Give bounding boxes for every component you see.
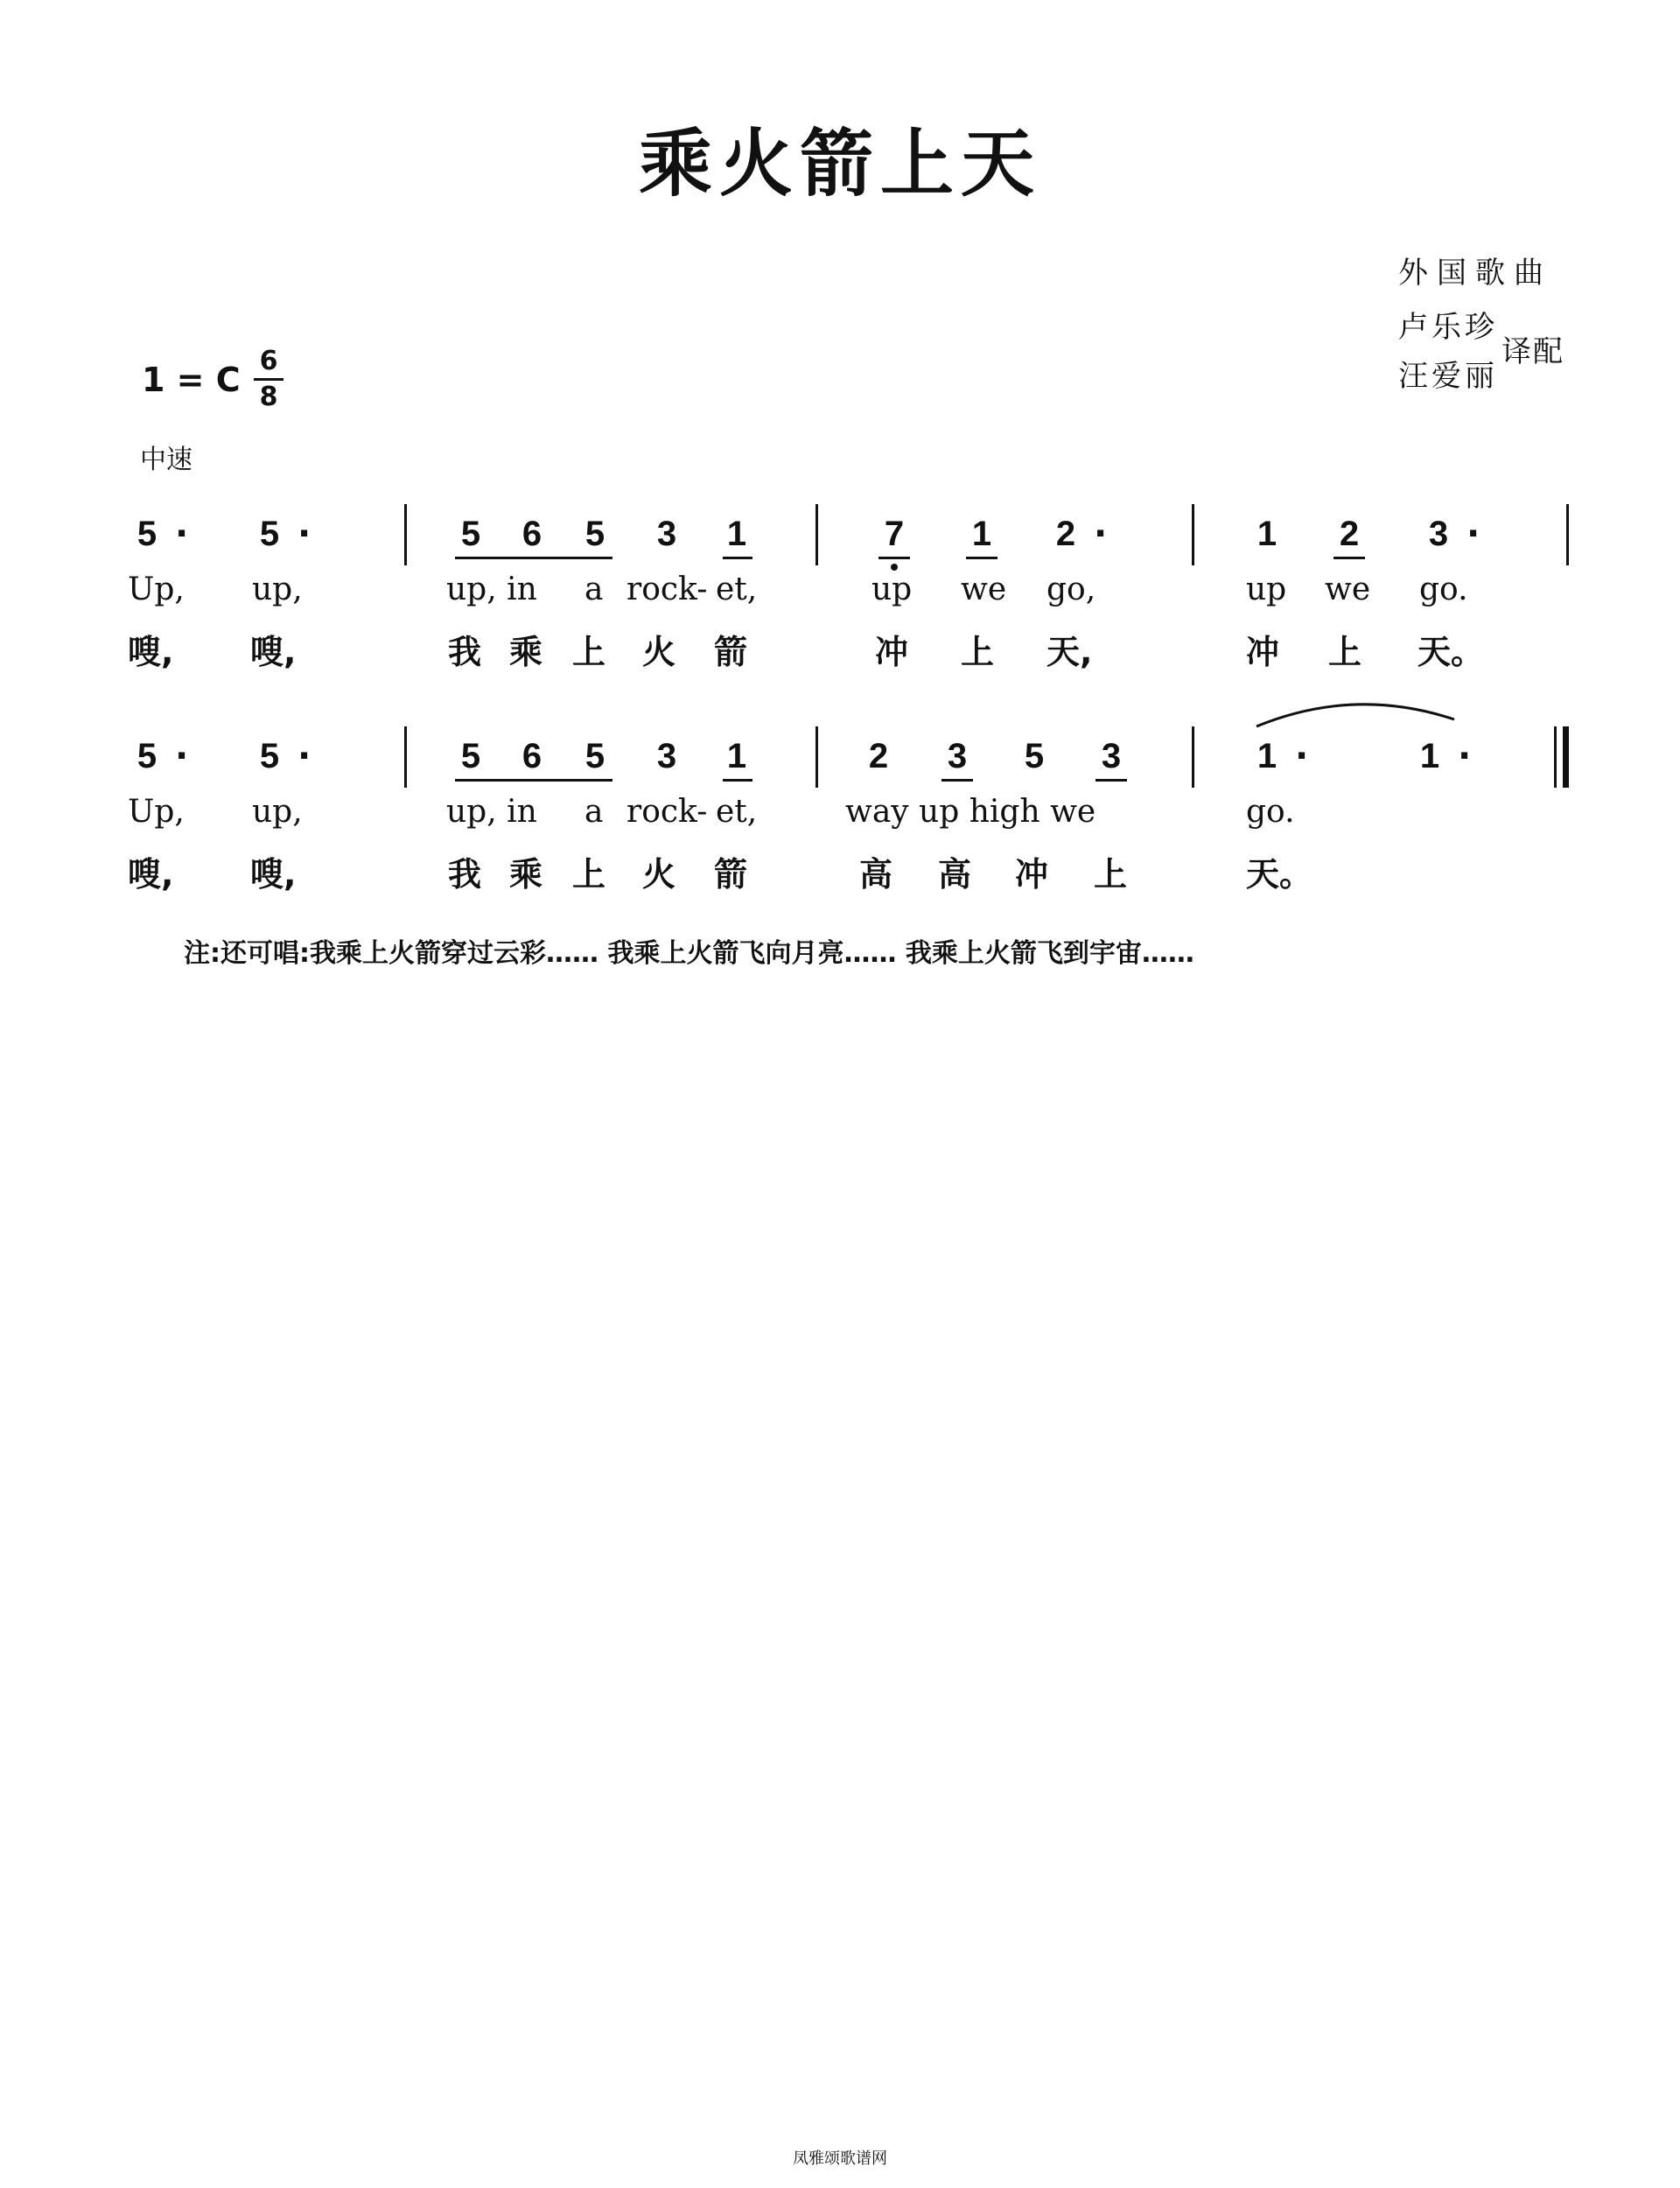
lyric-zh: 高 <box>859 855 893 894</box>
song-title: 乘火箭上天 <box>638 121 1041 207</box>
lyric-en: we <box>961 572 1007 607</box>
note: 7 <box>884 515 905 553</box>
lyric-en: go. <box>1419 572 1468 607</box>
note: 5 <box>259 515 280 553</box>
lyric-zh: 冲 <box>1246 633 1280 671</box>
dot: · <box>298 514 312 554</box>
barline <box>404 726 407 788</box>
low-octave-dot <box>891 564 898 571</box>
beam <box>966 557 998 559</box>
note: 1 <box>726 737 747 775</box>
lyric-zh: 箭 <box>714 633 748 671</box>
dot: · <box>1458 736 1472 776</box>
barline <box>1192 726 1194 788</box>
barline <box>816 504 818 565</box>
beam <box>878 557 910 559</box>
lyric-en: et, <box>716 794 758 830</box>
credit-translators <box>1398 306 1652 397</box>
lyric-en: go. <box>1246 794 1295 830</box>
lyric-en: up, <box>252 794 303 830</box>
barline <box>816 726 818 788</box>
dot: · <box>1094 514 1108 554</box>
lyric-en: a <box>584 794 604 830</box>
note: 1 <box>1419 737 1440 775</box>
lyric-zh: 上 <box>1328 633 1362 671</box>
beam <box>1096 779 1127 782</box>
lyric-en: we <box>1325 572 1371 607</box>
meter-top: 6 <box>259 346 278 376</box>
note: 5 <box>259 737 280 775</box>
beam <box>942 779 973 782</box>
lyric-zh: 上 <box>572 633 606 671</box>
lyric-en: up, in <box>446 794 537 830</box>
lyric-zh: 上 <box>1094 855 1128 894</box>
note: 1 <box>1256 737 1278 775</box>
lyric-zh: 上 <box>572 855 606 894</box>
translator-name: 汪爱丽 <box>1398 359 1498 394</box>
final-barline-thin <box>1554 726 1557 788</box>
note: 1 <box>971 515 992 553</box>
note: 6 <box>522 515 542 553</box>
beam <box>455 557 612 559</box>
footer-watermark: 凤雅颂歌谱网 <box>793 2149 887 2168</box>
note: 2 <box>868 737 889 775</box>
lyric-zh: 天。 <box>1246 855 1313 894</box>
barline <box>1566 504 1569 565</box>
credits <box>1398 252 1652 397</box>
credit-origin: 外国歌曲 <box>1398 256 1552 291</box>
lyric-en: up, in <box>446 572 537 607</box>
beam <box>723 779 752 782</box>
note: 3 <box>656 515 677 553</box>
time-signature <box>254 347 284 412</box>
lyric-zh: 天, <box>1046 633 1093 671</box>
translator-name: 卢乐珍 <box>1398 310 1498 345</box>
note: 5 <box>136 737 158 775</box>
lyric-en: up <box>1246 572 1287 607</box>
note: 6 <box>522 737 542 775</box>
barline <box>404 504 407 565</box>
lyric-en: go, <box>1046 572 1096 607</box>
note: 1 <box>1256 515 1278 553</box>
lyric-zh: 高 <box>938 855 972 894</box>
lyric-en: rock- <box>626 572 708 607</box>
lyric-zh: 我 <box>448 633 482 671</box>
lyric-zh: 火 <box>642 855 676 894</box>
note: 5 <box>1024 737 1045 775</box>
lyric-en: rock- <box>626 794 708 830</box>
lyric-en: up <box>872 572 913 607</box>
dot: · <box>175 736 189 776</box>
lyric-en: up, <box>252 572 303 607</box>
meter-bottom: 8 <box>259 382 278 412</box>
lyric-zh: 乘 <box>509 633 543 671</box>
note: 1 <box>726 515 747 553</box>
translator-role: 译配 <box>1502 334 1564 369</box>
note: 2 <box>1055 515 1076 553</box>
performance-note: 注:还可唱:我乘上火箭穿过云彩…… 我乘上火箭飞向月亮…… 我乘上火箭飞到宇宙…… <box>184 938 1194 969</box>
dot: · <box>298 736 312 776</box>
final-barline-thick <box>1563 726 1569 788</box>
lyric-zh: 乘 <box>509 855 543 894</box>
note: 3 <box>1101 737 1122 775</box>
note: 3 <box>947 737 968 775</box>
note: 3 <box>1428 515 1449 553</box>
dot: · <box>1466 514 1480 554</box>
lyric-zh: 冲 <box>1015 855 1049 894</box>
beam <box>1334 557 1365 559</box>
lyric-zh: 火 <box>642 633 676 671</box>
lyric-en: a <box>584 572 604 607</box>
note: 5 <box>460 737 481 775</box>
meter-bar <box>254 378 284 381</box>
note: 5 <box>136 515 158 553</box>
lyric-zh: 箭 <box>714 855 748 894</box>
beam <box>723 557 752 559</box>
beam <box>455 779 612 782</box>
lyric-zh: 嗖, <box>128 633 174 671</box>
tempo-marking: 中速 <box>140 445 192 475</box>
lyric-en: Up, <box>128 794 185 830</box>
barline <box>1192 504 1194 565</box>
dot: · <box>1295 736 1309 776</box>
staff-line-2 <box>0 735 1680 910</box>
dot: · <box>175 514 189 554</box>
note: 2 <box>1339 515 1360 553</box>
note: 3 <box>656 737 677 775</box>
lyric-en: Up, <box>128 572 185 607</box>
lyric-zh: 嗖, <box>128 855 174 894</box>
note: 5 <box>460 515 481 553</box>
tie-slur <box>1251 693 1461 732</box>
note: 5 <box>584 515 606 553</box>
lyric-en: way up high we <box>845 794 1096 830</box>
note: 5 <box>584 737 606 775</box>
lyric-zh: 上 <box>961 633 995 671</box>
lyric-en: et, <box>716 572 758 607</box>
key-signature: 1 = C <box>142 361 241 399</box>
lyric-zh: 我 <box>448 855 482 894</box>
lyric-zh: 天。 <box>1418 633 1485 671</box>
lyric-zh: 嗖, <box>250 633 297 671</box>
lyric-zh: 嗖, <box>250 855 297 894</box>
lyric-zh: 冲 <box>875 633 909 671</box>
